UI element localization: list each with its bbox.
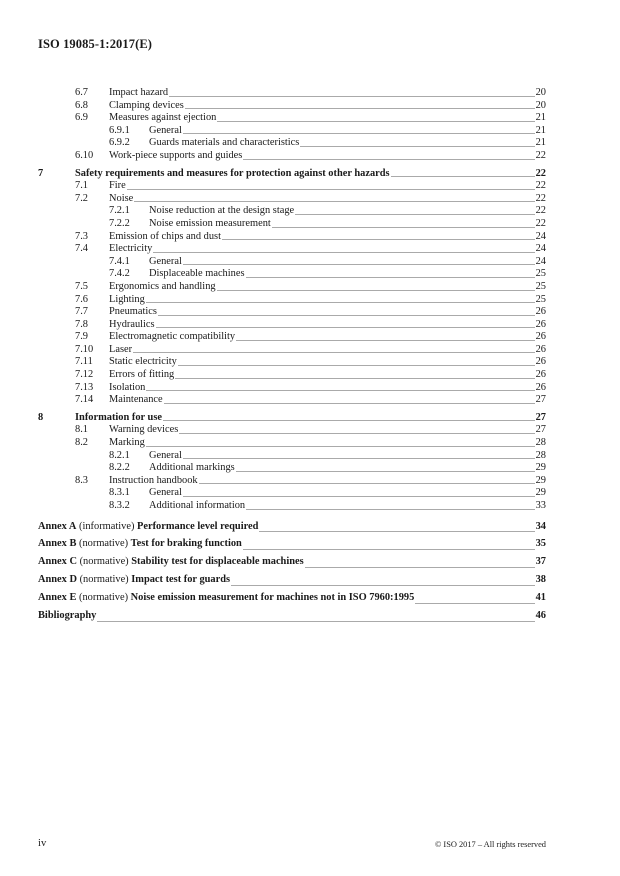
toc-leader-dots [272,227,535,228]
toc-entry[interactable] [38,382,546,395]
toc-entry-title: Impact hazard [109,87,169,98]
toc-leader-dots [391,176,535,177]
annex-title-group [38,571,230,589]
toc-entry-number: 7.6 [75,293,88,305]
toc-leader-dots [217,290,535,291]
toc-entry-page: 29 [535,462,546,474]
toc-entry[interactable] [38,319,546,332]
toc-entry-number: 7.9 [75,331,88,343]
bibliography-title: Bibliography [38,610,97,622]
toc-entry-page: 26 [535,356,546,368]
toc-entry-number: 8.1 [75,424,88,436]
toc-annex-entry[interactable] [38,553,546,571]
toc-entry-number: 8.3 [75,474,88,486]
toc-entry[interactable] [38,437,546,450]
toc-entry-title: Instruction handbook [109,474,198,486]
toc-entry-page: 29 [535,474,546,486]
toc-leader-dots [236,340,535,341]
toc-leader-dots [156,327,535,328]
toc-entry-number: 7.3 [75,230,88,242]
toc-leader-dots [246,277,535,278]
toc-annex-entry[interactable] [38,589,546,607]
toc-leader-dots [259,531,534,532]
toc-entry-number: 7.2 [75,192,88,204]
toc-leader-dots [217,121,534,122]
toc-entry-page: 27 [535,394,546,406]
toc-entry-number: 8.3.2 [109,500,130,511]
toc-entry-title: Errors of fitting [109,369,175,381]
toc-entry-title: Information for use [75,411,162,423]
toc-entry-page: 27 [535,411,546,423]
toc-entry-number: 7.2.1 [109,205,130,217]
toc-entry-title: Isolation [109,381,146,393]
annex-kind: (normative) [79,592,129,604]
toc-entry-title: Noise emission measurement [149,217,271,229]
toc-entry-page: 22 [535,192,546,204]
toc-entry[interactable] [38,231,546,244]
annex-title-group [38,553,304,571]
toc-leader-dots [185,108,535,109]
toc-entry-number: 7.5 [75,280,88,292]
toc-entry-number: 7 [38,167,44,179]
toc-leader-dots [183,264,535,265]
toc-leader-dots [146,390,534,391]
toc-entry-page: 20 [535,87,546,98]
annex-label: Annex A [38,520,77,532]
toc-entry-page: 41 [535,592,546,604]
toc-leader-dots [236,471,535,472]
toc-leader-dots [183,458,535,459]
toc-entry-number: 7.10 [75,343,94,355]
toc-entry-title: Marking [109,437,145,449]
toc-leader-dots [222,239,535,240]
toc-entry[interactable] [38,412,546,425]
toc-leader-dots [169,96,534,97]
toc-entry-number: 7.8 [75,318,88,330]
toc-entry[interactable] [38,180,546,193]
toc-leader-dots [178,365,535,366]
toc-leader-dots [153,252,534,253]
annex-kind: (normative) [79,538,129,550]
toc-entry[interactable] [38,205,546,218]
annex-title-group [38,535,242,553]
toc-entry-number: 8.2.2 [109,462,130,474]
toc-entry-number: 6.7 [75,87,88,98]
toc-entry-title: Additional information [149,500,246,511]
toc-entry-number: 6.10 [75,149,94,161]
toc-entry-page: 26 [535,318,546,330]
toc-entry-title: Noise reduction at the design stage [149,205,295,217]
toc-leader-dots [97,621,534,622]
toc-leader-dots [183,133,535,134]
toc-entry-page: 26 [535,381,546,393]
copyright-notice: © ISO 2017 – All rights reserved [434,840,546,849]
toc-entry-page: 35 [535,538,546,550]
toc-entry[interactable] [38,356,546,369]
annex-title: Impact test for guards [131,574,231,586]
annex-title-group [38,589,414,607]
toc-entry-title: Work-piece supports and guides [109,149,243,161]
toc-entry-number: 7.4.1 [109,255,130,267]
toc-entry-title: Hydraulics [109,318,155,330]
toc-entry-number: 7.1 [75,180,88,192]
toc-entry-page: 24 [535,230,546,242]
toc-bibliography-entry[interactable] [38,607,546,625]
toc-leader-dots [163,420,535,421]
toc-entry-title: Additional markings [149,462,235,474]
toc-entry-page: 22 [535,217,546,229]
toc-leader-dots [300,146,534,147]
toc-entry-page: 25 [535,268,546,280]
toc-entry-number: 6.9.1 [109,124,130,136]
toc-entry[interactable] [38,150,546,163]
toc-entry-page: 21 [535,124,546,136]
toc-entry-page: 22 [535,167,546,179]
toc-entry-page: 20 [535,99,546,111]
toc-entry[interactable] [38,369,546,382]
annex-title-group [38,518,258,536]
toc-entry-number: 8 [38,411,44,423]
toc-entry-number: 6.8 [75,99,88,111]
toc-entry-page: 34 [535,520,546,532]
toc-entry-page: 28 [535,449,546,461]
annex-label: Annex B [38,538,77,550]
toc-entry[interactable] [38,268,546,281]
annex-title: Noise emission measurement for machines not in ISO 7960:1995 [130,592,415,604]
toc-entry-number: 7.4 [75,243,88,255]
toc-entry[interactable] [38,331,546,344]
toc-entry[interactable] [38,193,546,206]
toc-annex-entry[interactable] [38,535,546,553]
toc-entry[interactable] [38,243,546,256]
toc-entry[interactable] [38,137,546,150]
toc-entry[interactable] [38,424,546,437]
toc-entry[interactable] [38,344,546,357]
toc-entry[interactable] [38,218,546,231]
toc-leader-dots [158,315,535,316]
toc-leader-dots [134,201,534,202]
document-id: ISO 19085-1:2017(E) [38,37,153,51]
annex-label: Annex E [38,592,77,604]
toc-entry-page: 21 [535,137,546,149]
toc-entry-number: 8.3.1 [109,487,130,499]
toc-annex-entry[interactable] [38,518,546,536]
toc-leader-dots [146,446,535,447]
toc-entry-page: 26 [535,343,546,355]
toc-entry-number: 7.2.2 [109,217,130,229]
toc-entry-number: 7.12 [75,369,94,381]
toc-leader-dots [305,567,535,568]
toc-entry[interactable] [38,450,546,463]
toc-entry-page: 22 [535,205,546,217]
toc-leader-dots [231,585,535,586]
toc-entry[interactable] [38,487,546,500]
toc-leader-dots [175,378,534,379]
toc-entry[interactable] [38,125,546,138]
toc-entry-page: 26 [535,369,546,381]
toc-entry-title: Lighting [109,293,145,305]
annex-label: Annex C [38,556,77,568]
toc-entry[interactable] [38,475,546,488]
toc-entry-title: Displaceable machines [149,268,245,280]
toc-leader-dots [295,214,534,215]
toc-leader-dots [415,603,534,604]
toc-leader-dots [179,433,534,434]
toc-entry-title: Fire [109,180,126,192]
toc-entry-page: 22 [535,149,546,161]
toc-entry-number: 7.13 [75,381,94,393]
toc-entry-title: Clamping devices [109,99,184,111]
page-number: iv [38,838,47,849]
toc-leader-dots [133,352,535,353]
annex-kind: (normative) [79,556,129,568]
annex-kind: (informative) [79,520,135,532]
toc-leader-dots [146,302,535,303]
toc-entry-page: 24 [535,243,546,255]
toc-entry-page: 28 [535,437,546,449]
toc-leader-dots [183,496,535,497]
toc-entry[interactable] [38,87,546,100]
toc-entry-title: General [149,487,182,499]
toc-entry-page: 38 [535,574,546,586]
toc-entry[interactable] [38,256,546,269]
toc-entry[interactable] [38,112,546,125]
toc-entry-number: 7.4.2 [109,268,130,280]
toc-entry-title: Electromagnetic compatibility [109,331,236,343]
annex-title: Stability test for displaceable machines [131,556,304,568]
toc-entry-title: Static electricity [109,356,177,368]
toc-entry-page: 24 [535,255,546,267]
toc-entry-page: 25 [535,293,546,305]
toc-leader-dots [199,483,535,484]
toc-entry-title: Electricity [109,243,153,255]
toc-entry[interactable] [38,306,546,319]
toc-entry-title: Safety requirements and measures for protection against other hazards [75,167,390,179]
toc-entry-title: General [149,449,182,461]
toc-entry-title: Ergonomics and handling [109,280,216,292]
toc-entry[interactable] [38,462,546,475]
annex-title: Performance level required [137,520,259,532]
toc-entry-number: 8.2.1 [109,449,130,461]
toc-entry[interactable] [38,100,546,113]
toc-entry[interactable] [38,168,546,181]
toc-entry[interactable] [38,394,546,407]
toc-leader-dots [127,189,535,190]
toc-entry-title: Warning devices [109,424,179,436]
toc-entry-title: Maintenance [109,394,163,406]
toc-entry-number: 7.7 [75,306,88,318]
toc-entry-title: General [149,124,182,136]
toc-entry-title: Pneumatics [109,306,157,318]
annex-label: Annex D [38,574,77,586]
toc-entry-title: Emission of chips and dust [109,230,221,242]
toc-leader-dots [243,159,534,160]
toc-entry-title: Measures against ejection [109,112,217,124]
toc-entry-number: 6.9 [75,112,88,124]
toc-leader-dots [164,403,535,404]
toc-entry-number: 7.11 [75,356,93,368]
toc-entry-title: Guards materials and characteristics [149,137,300,149]
toc-entry-page: 37 [535,556,546,568]
toc-entry-number: 8.2 [75,437,88,449]
toc-entry-title: Noise [109,192,134,204]
toc-entry-page: 29 [535,487,546,499]
toc-entry-page: 27 [535,424,546,436]
toc-entry-page: 21 [535,112,546,124]
toc-entry-page: 26 [535,306,546,318]
toc-entry-page: 22 [535,180,546,192]
toc-entry-page: 26 [535,331,546,343]
toc-entry-title: Laser [109,343,133,355]
table-of-contents [38,87,546,625]
toc-leader-dots [246,509,535,510]
toc-entry-title: General [149,255,182,267]
toc-entry-page: 46 [535,610,546,622]
toc-entry-number: 6.9.2 [109,137,130,149]
toc-entry[interactable] [38,281,546,294]
toc-leader-dots [243,549,535,550]
toc-entry-number: 7.14 [75,394,94,406]
toc-entry[interactable] [38,500,546,513]
toc-annex-entry[interactable] [38,571,546,589]
toc-entry-page: 33 [535,500,546,511]
toc-entry-page: 25 [535,280,546,292]
annex-title: Test for braking function [130,538,242,550]
annex-kind: (normative) [79,574,129,586]
toc-entry[interactable] [38,294,546,307]
